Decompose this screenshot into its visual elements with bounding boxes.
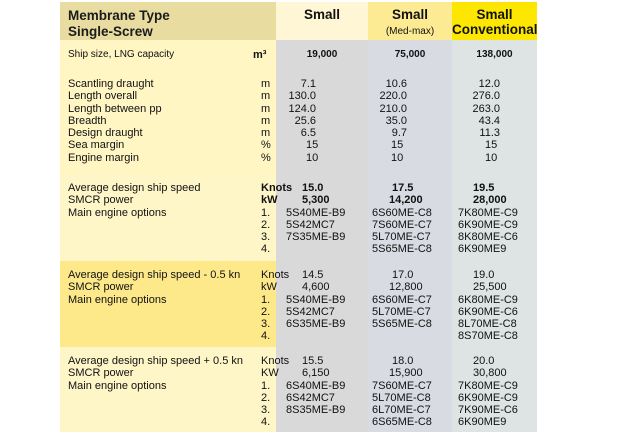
- speed-unit: Knots: [261, 269, 290, 281]
- section-col-med-max: [368, 261, 452, 347]
- row-label: Scantling draught: [68, 78, 154, 90]
- engine-option: 6S35ME-B9: [286, 318, 346, 331]
- speed-value: 14.5: [302, 269, 324, 281]
- section-labels: [60, 174, 293, 261]
- section-labels: [60, 347, 290, 432]
- engine-option: 8K80ME-C6: [458, 231, 518, 244]
- cell-value: 220.0: [379, 90, 407, 103]
- cell-value: 25.6: [294, 114, 316, 127]
- power-label: SMCR power: [68, 367, 134, 380]
- row-label: Design draught: [68, 127, 143, 140]
- row-label: Sea margin: [68, 139, 125, 152]
- section-speed-plus-half-knot: [60, 347, 537, 432]
- column-header-line1: Small: [476, 7, 513, 22]
- engine-option: 6K90ME-C9: [458, 391, 518, 404]
- engine-option: 7K80ME-C9: [458, 379, 518, 392]
- power-label: SMCR power: [68, 281, 134, 294]
- power-value: 12,800: [389, 281, 423, 294]
- speed-value: 20.0: [473, 355, 495, 367]
- cell-value: 15: [391, 139, 404, 152]
- speed-label: Average design ship speed: [68, 182, 201, 194]
- cell-value: 138,000: [452, 40, 537, 69]
- title-line-1: Membrane Type: [68, 8, 170, 23]
- power-value: 30,800: [473, 367, 507, 380]
- option-number: 2.: [261, 391, 271, 404]
- engine-option: 5L70ME-C7: [372, 305, 431, 318]
- cell-value: 19,000: [276, 40, 368, 69]
- table-header: [60, 2, 537, 40]
- row-label: Length between pp: [68, 102, 162, 115]
- engine-option: 8S35ME-B9: [286, 404, 346, 417]
- option-number: 4.: [261, 330, 271, 343]
- options-label: Main engine options: [68, 206, 167, 219]
- column-header-line2: (Med-max): [385, 26, 435, 37]
- engine-option: 6K90ME-C9: [458, 218, 518, 231]
- column-header-small-med-max: [368, 2, 452, 40]
- engine-option: 5S65ME-C8: [372, 243, 432, 256]
- cell-value: 10: [485, 151, 498, 164]
- power-value: 5,300: [302, 194, 330, 207]
- engine-option: 7K80ME-C9: [458, 206, 518, 219]
- column-header-line1: Small: [391, 7, 429, 22]
- row-label: Breadth: [68, 114, 107, 127]
- cell-value: 12.0: [478, 78, 500, 90]
- speed-value: 15.5: [302, 355, 324, 367]
- cell-value: 11.3: [479, 127, 500, 140]
- dimensions-col-conventional: [452, 69, 537, 174]
- option-number: 4.: [261, 243, 271, 256]
- engine-option: 7S60ME-C7: [372, 218, 432, 231]
- option-number: 1.: [261, 206, 271, 219]
- engine-option: [286, 416, 368, 428]
- cell-value: 15: [485, 139, 498, 152]
- section-speed-minus-half-knot: [60, 261, 537, 347]
- speed-value: 17.0: [392, 269, 414, 281]
- speed-value: 15.0: [302, 182, 324, 194]
- power-value: 6,150: [302, 367, 330, 380]
- engine-option: 6K90ME9: [458, 243, 507, 256]
- section-col-med-max: [368, 347, 452, 432]
- option-number: 2.: [261, 218, 271, 231]
- engine-option: 7S35ME-B9: [286, 231, 346, 244]
- row-unit: m³: [253, 49, 267, 61]
- option-number: 4.: [261, 416, 271, 429]
- column-header-line2: Conventional: [452, 22, 538, 37]
- engine-option: 6L70ME-C7: [372, 404, 431, 417]
- engine-option: 5S65ME-C8: [372, 318, 432, 331]
- engine-option: 5L70ME-C8: [372, 391, 431, 404]
- dimensions-labels: [60, 69, 276, 174]
- column-header-line1: Small: [303, 7, 341, 22]
- cell-value: 130.0: [288, 90, 316, 103]
- engine-option: [286, 330, 368, 342]
- dimensions-col-small: [276, 69, 368, 174]
- speed-label: Average design ship speed - 0.5 kn: [68, 269, 241, 281]
- option-number: 2.: [261, 305, 271, 318]
- column-header-small: [276, 2, 368, 40]
- engine-option: 8L70ME-C8: [458, 318, 517, 331]
- engine-option: 6K80ME-C9: [458, 293, 518, 306]
- section-design-speed: [60, 174, 537, 261]
- speed-label: Average design ship speed + 0.5 kn: [68, 355, 244, 367]
- engine-option: 7K90ME-C6: [458, 404, 518, 417]
- power-value: 15,900: [389, 367, 423, 380]
- cell-value: 15: [306, 139, 319, 152]
- column-header-small-conventional: [452, 2, 537, 40]
- row-unit: %: [261, 151, 271, 164]
- row-unit: %: [261, 139, 271, 152]
- engine-option: 5S42MC7: [286, 305, 335, 318]
- option-number: 3.: [261, 404, 271, 417]
- row-unit: m: [261, 102, 271, 115]
- section-labels: [60, 261, 290, 347]
- power-value: 28,000: [473, 194, 507, 207]
- power-label: SMCR power: [68, 194, 134, 207]
- cell-value: 263.0: [472, 102, 500, 115]
- engine-option: 5S40ME-B9: [286, 206, 346, 219]
- engine-option: [372, 330, 452, 342]
- row-unit: m: [261, 114, 271, 127]
- cell-value: 10: [306, 151, 319, 164]
- options-label: Main engine options: [68, 293, 167, 306]
- cell-value: 9.7: [391, 127, 407, 140]
- row-unit: m: [261, 127, 271, 140]
- engine-option: 6K90ME-C6: [458, 305, 518, 318]
- engine-option: 5S42MC7: [286, 218, 335, 231]
- cell-value: 75,000: [368, 40, 452, 69]
- option-number: 3.: [261, 318, 271, 331]
- speed-unit: Knots: [261, 355, 290, 367]
- row-label-cell: [60, 40, 276, 69]
- engine-option: 6S65ME-C8: [372, 416, 432, 429]
- ship-particulars-table: [60, 2, 537, 432]
- engine-option: 7S60ME-C7: [372, 379, 432, 392]
- row-label: Length overall: [68, 90, 138, 103]
- power-value: 25,500: [473, 281, 507, 294]
- power-unit: kW: [261, 194, 278, 207]
- engine-option: 5L70ME-C7: [372, 231, 431, 244]
- speed-unit: Knots: [261, 182, 293, 194]
- cell-value: 7.1: [300, 78, 316, 90]
- cell-value: 10: [391, 151, 404, 164]
- row-unit: m: [261, 90, 271, 103]
- power-unit: kW: [261, 281, 277, 294]
- cell-value: 6.5: [300, 127, 316, 140]
- options-label: Main engine options: [68, 379, 167, 392]
- cell-value: 124.0: [288, 102, 316, 115]
- ship-size-row: [60, 40, 537, 69]
- engine-option: 6S42MC7: [286, 391, 335, 404]
- engine-option: 6S60ME-C7: [372, 293, 432, 306]
- option-number: 1.: [261, 379, 271, 392]
- row-label: Engine margin: [68, 151, 139, 164]
- row-unit: m: [261, 78, 271, 90]
- option-number: 1.: [261, 293, 271, 306]
- engine-option: [286, 243, 368, 255]
- cell-value: 10.6: [385, 78, 407, 90]
- engine-option: 5S40ME-B9: [286, 293, 346, 306]
- speed-value: 17.5: [392, 182, 414, 194]
- title-line-2: Single-Screw: [68, 24, 153, 39]
- power-value: 14,200: [389, 194, 423, 207]
- speed-value: 19.0: [473, 269, 495, 281]
- engine-option: 6S40ME-B9: [286, 379, 346, 392]
- cell-value: 35.0: [385, 114, 407, 127]
- cell-value: 276.0: [472, 90, 500, 103]
- engine-option: 6K90ME9: [458, 416, 507, 429]
- power-value: 4,600: [302, 281, 330, 294]
- dimensions-section: [60, 69, 537, 174]
- section-col-small: [276, 347, 368, 432]
- section-col-med-max: [368, 174, 452, 261]
- section-col-conventional: [452, 261, 537, 347]
- section-col-conventional: [452, 347, 537, 432]
- option-number: 3.: [261, 231, 271, 244]
- table-title: [60, 2, 276, 40]
- cell-value: 210.0: [379, 102, 407, 115]
- speed-value: 19.5: [473, 182, 495, 194]
- power-unit: KW: [261, 367, 279, 380]
- engine-option: 6S60ME-C8: [372, 206, 432, 219]
- row-label: Ship size, LNG capacity: [68, 49, 175, 60]
- speed-value: 18.0: [392, 355, 414, 367]
- section-col-small: [276, 261, 368, 347]
- dimensions-col-med-max: [368, 69, 452, 174]
- cell-value: 43.4: [478, 114, 500, 127]
- engine-option: 8S70ME-C8: [458, 330, 518, 343]
- section-col-conventional: [452, 174, 537, 261]
